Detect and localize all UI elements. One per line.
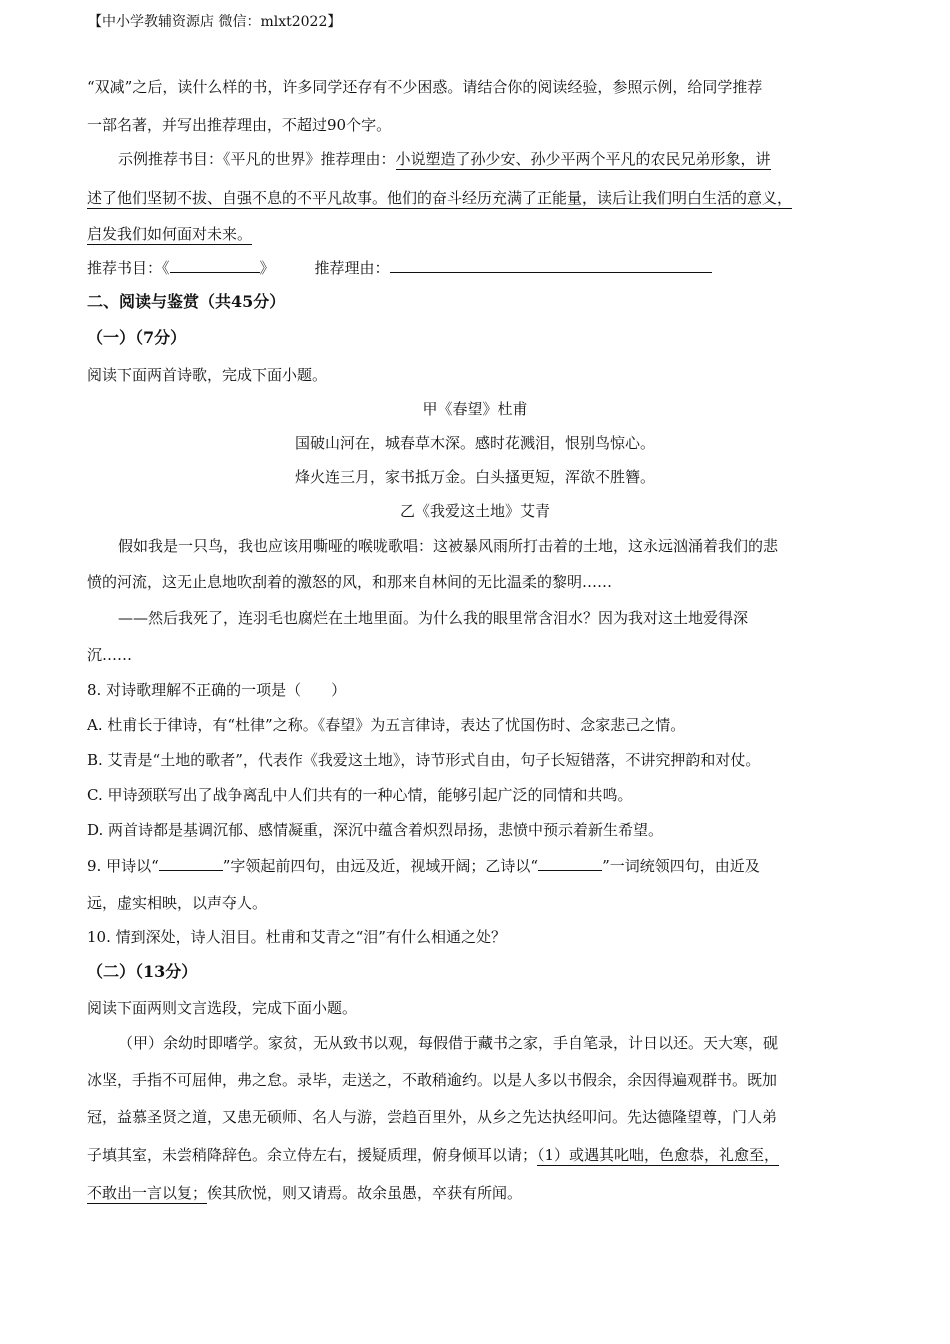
book-label: 推荐书目：《 — [87, 259, 170, 277]
q9-part-c: ”一词统领四句，由近及 — [602, 857, 760, 875]
passage-line4-text: 子填其室，未尝稍降辞色。余立侍左右，援疑质理，俯身倾耳以请； — [87, 1146, 538, 1164]
passage-line5-text: 俟其欣悦，则又请焉。故余虽愚，卒获有所闻。 — [207, 1184, 523, 1202]
part2-intro: 阅读下面两则文言选段，完成下面小题。 — [87, 999, 358, 1017]
example-prefix: 示例推荐书目：《平凡的世界》推荐理由： — [118, 150, 396, 168]
part1-intro: 阅读下面两首诗歌，完成下面小题。 — [87, 366, 328, 384]
poem1-line2: 烽火连三月，家书抵万金。白头搔更短，浑欲不胜簪。 — [294, 468, 655, 486]
passage-underlined-2: 不敢出一言以复； — [87, 1184, 208, 1202]
part2-heading: （二）（13分） — [87, 962, 198, 981]
book-blank[interactable] — [170, 258, 260, 273]
option-a: A. 杜甫长于律诗，有“杜律”之称。《春望》为五言律诗，表达了忧国伤时、念家悲己之情。 — [87, 716, 686, 734]
q9-part-a: 9. 甲诗以“ — [87, 857, 159, 875]
poem2-title: 乙《我爱这土地》艾青 — [399, 502, 550, 520]
example-reason-2: 述了他们坚韧不拔、自强不息的不平凡故事。他们的奋斗经历充满了正能量，读后让我们明白生活的意义， — [87, 189, 793, 207]
passage-line5 — [87, 1183, 522, 1203]
part1-heading: （一）（7分） — [87, 328, 187, 347]
task7-line2: 一部名著，并写出推荐理由，不超过90个字。 — [87, 116, 392, 134]
passage-line1: （甲）余幼时即嗜学。家贫，无从致书以观，每假借于藏书之家，手自笔录，计日以还。天大寒，砚 — [118, 1034, 779, 1052]
reason-label: 推荐理由： — [314, 259, 390, 277]
poem2-line1: 假如我是一只鸟，我也应该用嘶哑的喉咙歌唱：这被暴风雨所打击着的土地，这永远汹涌着我们的悲 — [118, 537, 779, 555]
poem1-line1: 国破山河在，城春草木深。感时花溅泪，恨别鸟惊心。 — [294, 434, 655, 452]
example-line3 — [87, 224, 252, 244]
q9-part-b: ”字领起前四句，由远及近，视域开阔；乙诗以“ — [222, 857, 539, 875]
passage-line2: 冰坚，手指不可屈伸，弗之怠。录毕，走送之，不敢稍逾约。以是人多以书假余，余因得遍观群书。既加 — [87, 1071, 778, 1089]
recommend-fill-line — [87, 258, 712, 278]
poem2-line3: ——然后我死了，连羽毛也腐烂在土地里面。为什么我的眼里常含泪水？因为我对这土地爱得深 — [118, 609, 749, 627]
question-9-line2: 远，虚实相映，以声夺人。 — [87, 894, 268, 912]
passage-line3: 冠，益慕圣贤之道，又患无硕师、名人与游，尝趋百里外，从乡之先达执经叩问。先达德隆望尊，门人弟 — [87, 1108, 778, 1126]
poem2-line2: 愤的河流，这无止息地吹刮着的激怒的风，和那来自林间的无比温柔的黎明…… — [87, 573, 613, 591]
example-line1 — [118, 149, 771, 169]
task7-line1: “双减”之后，读什么样的书，许多同学还存有不少困惑。请结合你的阅读经验，参照示例，给同学推荐 — [87, 78, 763, 96]
page-header: 【中小学教辅资源店 微信：mlxt2022】 — [88, 14, 342, 30]
passage-line4 — [87, 1145, 779, 1165]
question-10: 10. 情到深处，诗人泪目。杜甫和艾青之“泪”有什么相通之处？ — [87, 928, 506, 946]
section-2-heading: 二、阅读与鉴赏（共45分） — [87, 292, 286, 311]
option-c: C. 甲诗颈联写出了战争离乱中人们共有的一种心情，能够引起广泛的同情和共鸣。 — [87, 786, 633, 804]
example-reason-3: 启发我们如何面对未来。 — [87, 225, 253, 243]
example-reason-1: 小说塑造了孙少安、孙少平两个平凡的农民兄弟形象，讲 — [395, 150, 771, 168]
question-9 — [87, 856, 760, 876]
q9-blank-1[interactable] — [159, 856, 223, 871]
option-d: D. 两首诗都是基调沉郁、感情凝重，深沉中蕴含着炽烈昂扬，悲愤中预示着新生希望。 — [87, 821, 664, 839]
q9-blank-2[interactable] — [538, 856, 602, 871]
question-8: 8. 对诗歌理解不正确的一项是（ ） — [87, 681, 347, 699]
example-line2 — [87, 188, 792, 208]
poem1-title: 甲《春望》杜甫 — [422, 400, 528, 418]
book-close: 》 — [259, 259, 275, 277]
passage-underlined-1: （1）或遇其叱咄，色愈恭，礼愈至， — [537, 1146, 780, 1164]
poem2-line4: 沉…… — [87, 646, 133, 664]
reason-blank[interactable] — [390, 258, 712, 273]
option-b: B. 艾青是“土地的歌者”，代表作《我爱这土地》，诗节形式自由，句子长短错落，不讲究押韵和对仗。 — [87, 751, 761, 769]
